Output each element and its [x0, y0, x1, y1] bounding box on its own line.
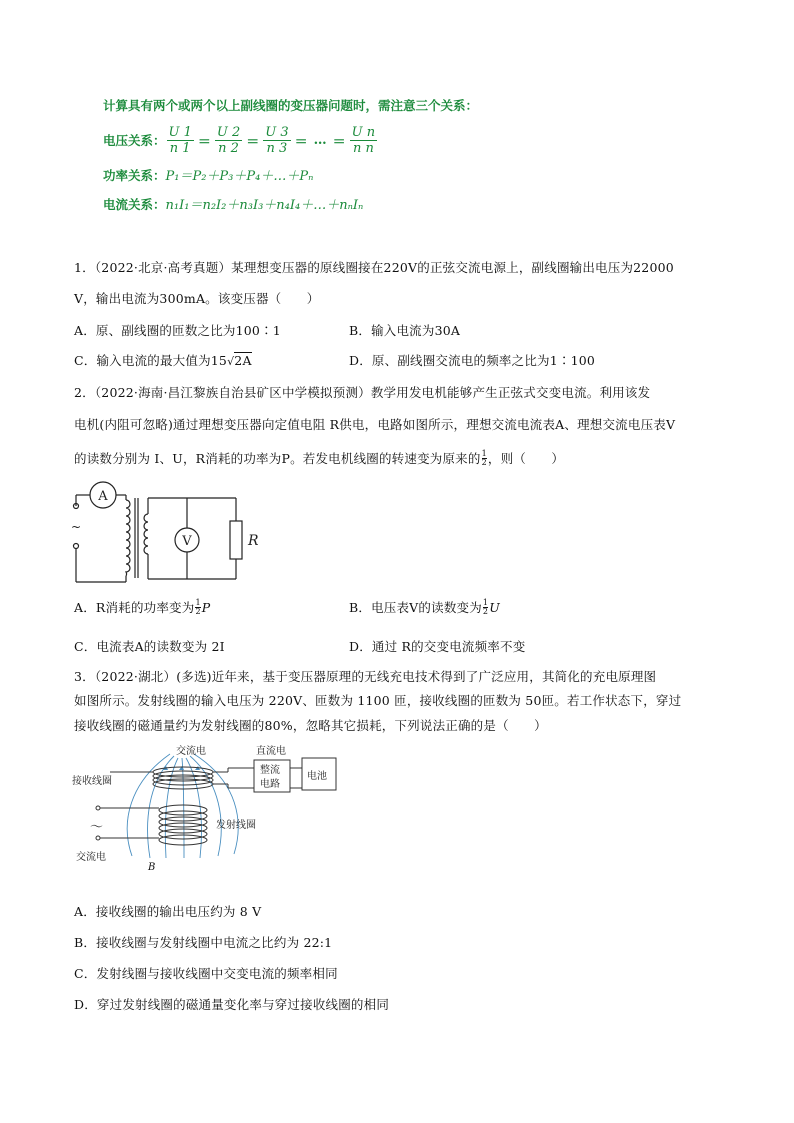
- intro-text: 计算具有两个或两个以上副线圈的变压器问题时，需注意三个关系：: [103, 98, 479, 113]
- q3-option-d: D．穿过发射线圈的磁通量变化率与穿过接收线圈的相同: [74, 997, 390, 1012]
- receiver-coil-label: 接收线圈: [72, 776, 112, 787]
- q2-circuit-diagram: [68, 478, 268, 590]
- power-relation: [103, 165, 313, 184]
- q1-option-c: C．输入电流的最大值为15√2A: [74, 353, 252, 368]
- ammeter-label: A: [98, 489, 108, 504]
- q2-stem-line1: 2．（2022·海南·昌江黎族自治县矿区中学模拟预测）教学用发电机能够产生正弦式交变电流。利用该发: [74, 385, 651, 400]
- current-formula: n₁I₁＝n₂I₂＋n₃I₃＋n₄I₄＋…＋nₙIₙ: [165, 198, 364, 213]
- current-label: 电流关系：: [103, 197, 166, 212]
- power-formula: P₁＝P₂＋P₃＋P₄＋…＋Pₙ: [165, 169, 314, 184]
- q3-stem-line1: 3．（2022·湖北）(多选)近年来，基于变压器原理的无线充电技术得到了广泛应用，其简化的充电原理图: [74, 669, 657, 684]
- sqrt-sign: √: [227, 355, 235, 368]
- q3-stem-line2: 如图所示。发射线圈的输入电压为 220V、匝数为 1100 匝，接收线圈的匝数为 50匝。若工作状态下，穿过: [74, 693, 682, 708]
- magnetic-field-label: B: [148, 862, 156, 873]
- voltage-frac-1: $\frac{U 1}{n 1}$: [168, 124, 192, 156]
- q1-option-a: A．原、副线圈的匝数之比为100∶1: [74, 323, 281, 338]
- q3-stem-line3: 接收线圈的磁通量约为发射线圈的80%，忽略其它损耗，下列说法正确的是（ ）: [74, 718, 547, 733]
- dc-top-label: 直流电: [256, 746, 286, 757]
- rectifier-label-2: 电路: [260, 779, 280, 790]
- q2-option-d: D．通过 R的交变电流频率不变: [349, 639, 526, 654]
- voltage-dots: …: [313, 132, 327, 148]
- q1-option-b: B．输入电流为30A: [349, 323, 461, 338]
- q3-wireless-charging-diagram: [70, 742, 340, 862]
- voltage-frac-3: $\frac{U 3}{n 3}$: [265, 124, 289, 156]
- ac-source-symbol: ~: [71, 520, 82, 534]
- q2-option-b: B．电压表V的读数变为 1 2 U: [349, 597, 500, 616]
- q1-stem-line1: 1．（2022·北京·高考真题）某理想变压器的原线圈接在220V的正弦交流电源上，副线圈输出电压为22000: [74, 260, 674, 275]
- voltage-frac-2: $\frac{U 2}{n 2}$: [216, 124, 241, 156]
- ac-top-label: 交流电: [176, 746, 206, 757]
- ac-tilde-symbol: ～: [90, 820, 104, 835]
- q3-option-b: B．接收线圈与发射线圈中电流之比约为 22:1: [74, 935, 333, 950]
- voltage-frac-n: $\frac{\text{U n}}{\text{n n}}$: [351, 124, 376, 156]
- q1-stem-line2: V，输出电流为300mA。该变压器（ ）: [74, 291, 320, 306]
- voltage-label: 电压关系：: [103, 133, 166, 148]
- power-label: 功率关系：: [103, 168, 166, 183]
- rectifier-label-1: 整流: [260, 765, 280, 776]
- resistor-label: R: [248, 533, 259, 549]
- q2-stem-line2: 电机(内阻可忽略)通过理想变压器向定值电阻 R供电，电路如图所示，理想交流电流表A、理想交流电压表V: [74, 417, 676, 432]
- current-relation: [103, 194, 363, 213]
- voltmeter-label: V: [182, 534, 192, 549]
- q2-option-c: C．电流表A的读数变为 2I: [74, 639, 225, 654]
- battery-label: 电池: [307, 771, 327, 782]
- q3-option-c: C．发射线圈与接收线圈中交变电流的频率相同: [74, 966, 338, 981]
- q3-option-a: A．接收线圈的输出电压约为 8 V: [74, 904, 262, 919]
- ac-bottom-label: 交流电: [76, 852, 106, 862]
- transmitter-coil-label: 发射线圈: [216, 820, 256, 831]
- one-half-fraction: 1 2: [481, 448, 487, 467]
- q2-stem-line3: 的读数分别为 I、U，R消耗的功率为P。若发电机线圈的转速变为原来的 1 2 ，则（ ）: [74, 448, 565, 467]
- voltage-relation: 电压关系： $\frac{U 1}{n 1}$ ＝ $\frac{U 2}{n 2}$ ＝ $\frac{U 3}{n 3}$ ＝ … ＝ $\frac{\text{U n}}{\text{n n}}$: [103, 124, 376, 156]
- q1-option-d: D．原、副线圈交流电的频率之比为1∶100: [349, 353, 596, 368]
- q2-option-a: A．R消耗的功率变为 1 2 P: [74, 597, 211, 616]
